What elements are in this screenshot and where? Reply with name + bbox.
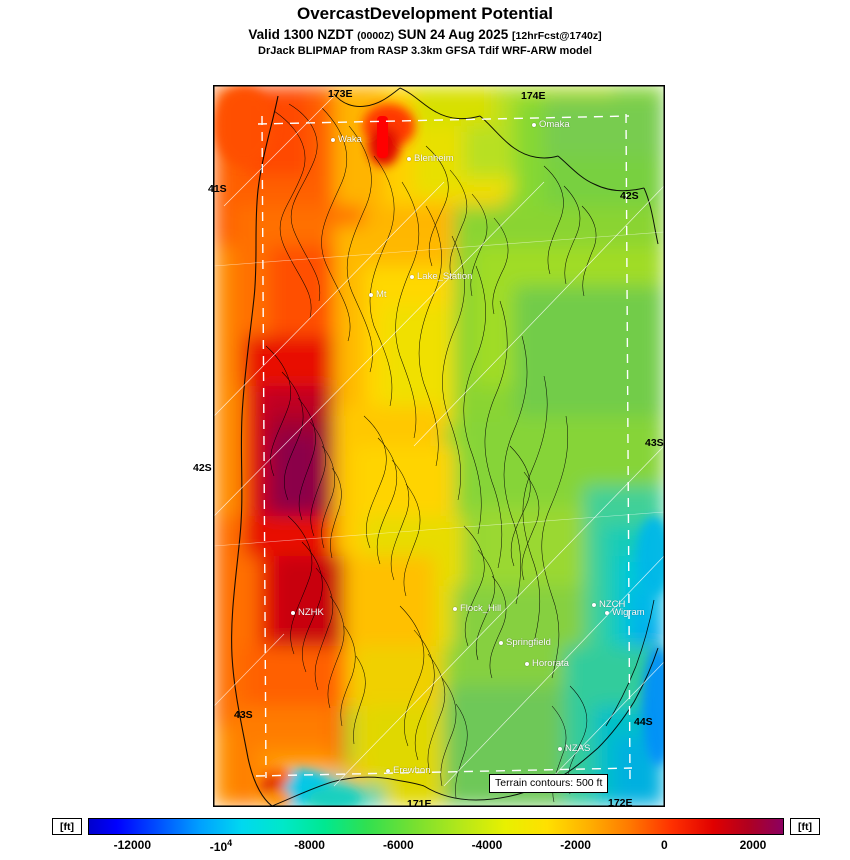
coord-label-43s-6: 43S bbox=[234, 709, 253, 721]
colorbar-tick-6: 0 bbox=[660, 838, 668, 852]
map-city-nzas bbox=[558, 743, 590, 754]
coord-label-171e-8: 171E bbox=[407, 798, 432, 810]
station-marker bbox=[377, 116, 388, 158]
coord-label-42s-4: 42S bbox=[193, 462, 212, 474]
city-name-label: NZAS bbox=[565, 743, 591, 754]
coord-label-43s-5: 43S bbox=[645, 437, 664, 449]
city-marker-dot bbox=[291, 611, 295, 615]
colorbar-gradient bbox=[88, 818, 784, 835]
forecast-tag: [12hrFcst@1740z] bbox=[512, 30, 602, 42]
valid-time-line bbox=[0, 27, 850, 42]
coord-label-42s-3: 42S bbox=[620, 190, 639, 202]
city-name-label: Flock_Hill bbox=[460, 603, 502, 614]
colorbar-tick-7: 2000 bbox=[739, 838, 767, 852]
city-marker-dot bbox=[369, 293, 373, 297]
city-name-label: Waka bbox=[338, 134, 362, 145]
city-name-label: Springfield bbox=[506, 637, 551, 648]
city-name-label: Blenheim bbox=[414, 153, 454, 164]
city-marker-dot bbox=[386, 769, 390, 773]
coord-label-174e-1: 174E bbox=[521, 90, 546, 102]
colorbar-tick-3: -6000 bbox=[382, 838, 414, 852]
city-name-label: Mt bbox=[376, 289, 387, 300]
city-marker-dot bbox=[558, 747, 562, 751]
map-city-blenheim bbox=[407, 153, 454, 164]
city-marker-dot bbox=[410, 275, 414, 279]
title-block bbox=[0, 4, 850, 57]
colorbar-tick-1: $-10^4$ bbox=[209, 838, 233, 854]
field-layer bbox=[214, 86, 664, 806]
map-city-mt bbox=[369, 289, 387, 300]
colorbar-tick-0: -12000 bbox=[113, 838, 152, 852]
city-name-label: Erewhon bbox=[393, 765, 431, 776]
model-line: DrJack BLIPMAP from RASP 3.3km GFSA Tdif WRF-ARW model bbox=[258, 45, 592, 57]
city-marker-dot bbox=[407, 157, 411, 161]
city-marker-dot bbox=[592, 603, 596, 607]
city-name-label: Hororata bbox=[532, 658, 569, 669]
city-marker-dot bbox=[605, 611, 609, 615]
city-name-label: Omaka bbox=[539, 119, 570, 130]
valid-date: SUN 24 Aug 2025 bbox=[397, 27, 509, 42]
city-name-label: NZHK bbox=[298, 607, 324, 618]
city-marker-dot bbox=[525, 662, 529, 666]
colorbar bbox=[0, 818, 850, 860]
map-city-nzhk bbox=[291, 607, 324, 618]
map-city-springfield bbox=[499, 637, 551, 648]
valid-time: Valid 1300 NZDT bbox=[248, 27, 354, 42]
city-name-label: Wigram bbox=[612, 607, 645, 618]
map-city-lake-station bbox=[410, 271, 472, 282]
coord-label-41s-2: 41S bbox=[208, 183, 227, 195]
colorbar-tick-2: -8000 bbox=[294, 838, 325, 852]
valid-time-utc: (0000Z) bbox=[357, 30, 394, 42]
colorbar-tick-5: -2000 bbox=[560, 838, 591, 852]
colorbar-tick-4: -4000 bbox=[471, 838, 503, 852]
colorbar-unit-left: [ft] bbox=[52, 818, 82, 835]
city-name-label: Lake_Station bbox=[417, 271, 473, 282]
coord-label-172e-9: 172E bbox=[608, 797, 633, 809]
coord-label-173e-0: 173E bbox=[328, 88, 353, 100]
map-raster bbox=[214, 86, 664, 806]
map-city-hororata bbox=[525, 658, 569, 669]
map-city-wigram bbox=[605, 607, 645, 618]
map-city-erewhon bbox=[386, 765, 431, 776]
colorbar-unit-right: [ft] bbox=[790, 818, 820, 835]
city-marker-dot bbox=[331, 138, 335, 142]
city-name-label: NZCH bbox=[599, 599, 626, 610]
city-marker-dot bbox=[499, 641, 503, 645]
coord-label-44s-7: 44S bbox=[634, 716, 653, 728]
map-city-waka bbox=[331, 134, 362, 145]
terrain-contour-note: Terrain contours: 500 ft bbox=[489, 774, 608, 793]
map-frame[interactable] bbox=[213, 85, 665, 807]
map-city-omaka bbox=[532, 119, 570, 130]
page-title: OvercastDevelopment Potential bbox=[296, 4, 554, 23]
map-city-flock-hill bbox=[453, 603, 501, 614]
city-marker-dot bbox=[453, 607, 457, 611]
city-marker-dot bbox=[532, 123, 536, 127]
